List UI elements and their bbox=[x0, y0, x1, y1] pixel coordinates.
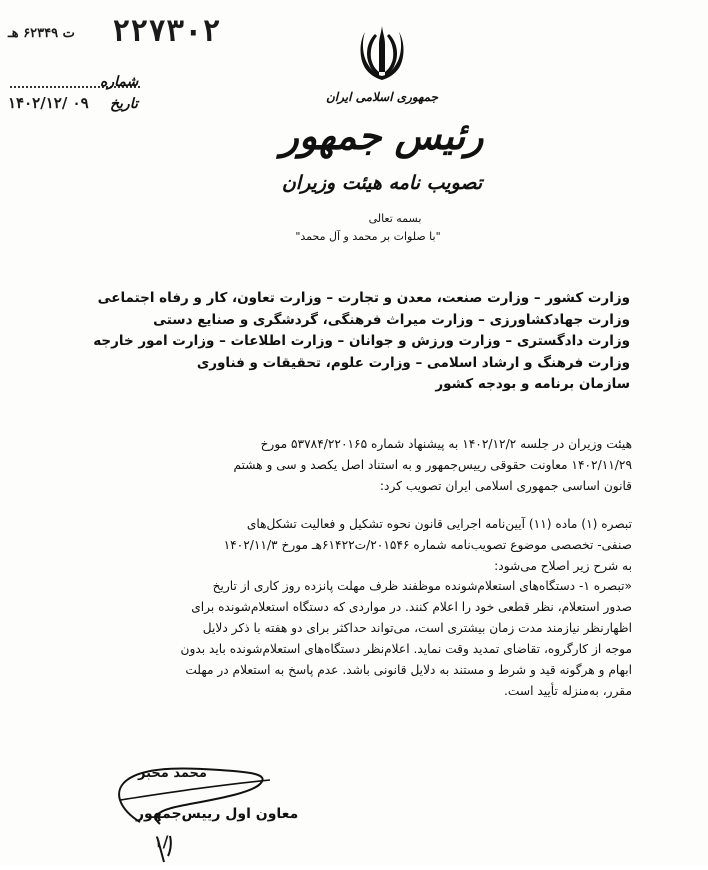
country-name: جمهوری اسلامی ایران bbox=[325, 90, 439, 104]
body-line: هیئت وزیران در جلسه ۱۴۰۲/۱۲/۲ به پیشنهاد شماره ۵۳۷۸۴/۲۲۰۱۶۵ مورخ bbox=[260, 437, 632, 451]
handwritten-signature bbox=[100, 740, 300, 866]
body-line: موجه از کارگروه، تقاضای تمدید وقت نماید. اعلام‌نظر دستگاه‌های استعلام‌شونده باید بدون bbox=[180, 642, 632, 656]
registration-code: ت ۶۲۳۴۹ هـ bbox=[8, 26, 75, 41]
recipient-line: وزارت دادگستری – وزارت ورزش و جوانان – وزارت اطلاعات – وزارت امور خارجه bbox=[93, 333, 630, 350]
recipients-list bbox=[93, 288, 630, 396]
signature-mark: ۱/ bbox=[154, 832, 169, 851]
recipient-line: وزارت کشور – وزارت صنعت، معدن و تجارت – وزارت تعاون، کار و رفاه اجتماعی bbox=[97, 290, 630, 306]
recipient-line: سازمان برنامه و بودجه کشور bbox=[435, 376, 630, 393]
recipient-line: وزارت فرهنگ و ارشاد اسلامی – وزارت علوم، تحقیقات و فناوری bbox=[196, 354, 630, 371]
body-line: اظهارنظر نیازمند مدت زمان بیشتری است، می‌تواند حداکثر برای دو هفته با ذکر دلایل bbox=[202, 621, 632, 635]
body-paragraph-1 bbox=[72, 434, 632, 497]
body-line: تبصره (۱) ماده (۱۱) آیین‌نامه اجرایی قانون نحوه تشکیل و فعالیت تشکل‌های bbox=[246, 517, 632, 531]
signer-title: معاون اول رییس‌جمهور bbox=[136, 806, 299, 822]
date-label: تاریخ bbox=[110, 96, 138, 112]
basmala: بسمه تعالی bbox=[368, 212, 422, 225]
body-line: مقرر، به‌منزله تأیید است. bbox=[504, 684, 632, 698]
recipient-line: وزارت جهادکشاورزی – وزارت میراث فرهنگی، گردشگری و صنایع دستی bbox=[153, 311, 630, 328]
body-paragraph-3 bbox=[72, 576, 632, 702]
body-line: ۱۴۰۲/۱۱/۲۹ معاونت حقوقی رییس‌جمهور و به استناد اصل یکصد و سی و هشتم bbox=[233, 458, 632, 472]
salawat: "با صلوات بر محمد و آل محمد" bbox=[295, 230, 441, 243]
body-line: به شرح زیر اصلاح می‌شود: bbox=[494, 559, 632, 573]
iran-emblem-icon bbox=[357, 24, 407, 82]
office-title: رئیس جمهور bbox=[280, 114, 484, 158]
body-line: صدور استعلام، نظر قطعی خود را اعلام کنند. در مواردی که دستگاه استعلام‌شونده برای bbox=[191, 600, 632, 614]
body-paragraph-2 bbox=[72, 514, 632, 577]
date-value: ۱۴۰۲/۱۲/ ۰۹ bbox=[8, 94, 89, 112]
body-line: ابهام و هرگونه قید و شرط و مستند به دلایل قانونی باشد. عدم پاسخ به استعلام در مهلت bbox=[185, 663, 632, 677]
signer-name: محمد مخبر bbox=[138, 766, 207, 781]
number-label: شماره bbox=[100, 74, 139, 90]
body-line: قانون اساسی جمهوری اسلامی ایران تصویب کرد: bbox=[379, 479, 632, 493]
body-line: «تبصره ۱- دستگاه‌های استعلام‌شونده موظفند ظرف مهلت پانزده روز کاری از تاریخ bbox=[212, 579, 632, 593]
body-line: صنفی- تخصصی موضوع تصویب‌نامه شماره ۲۰۱۵۴۶/ت۶۱۴۲۲هـ مورخ ۱۴۰۲/۱۱/۳ bbox=[223, 538, 632, 552]
registration-number: ۲۲۷۳۰۲ bbox=[112, 14, 221, 49]
decree-title: تصویب نامه هیئت وزیران bbox=[281, 172, 483, 194]
